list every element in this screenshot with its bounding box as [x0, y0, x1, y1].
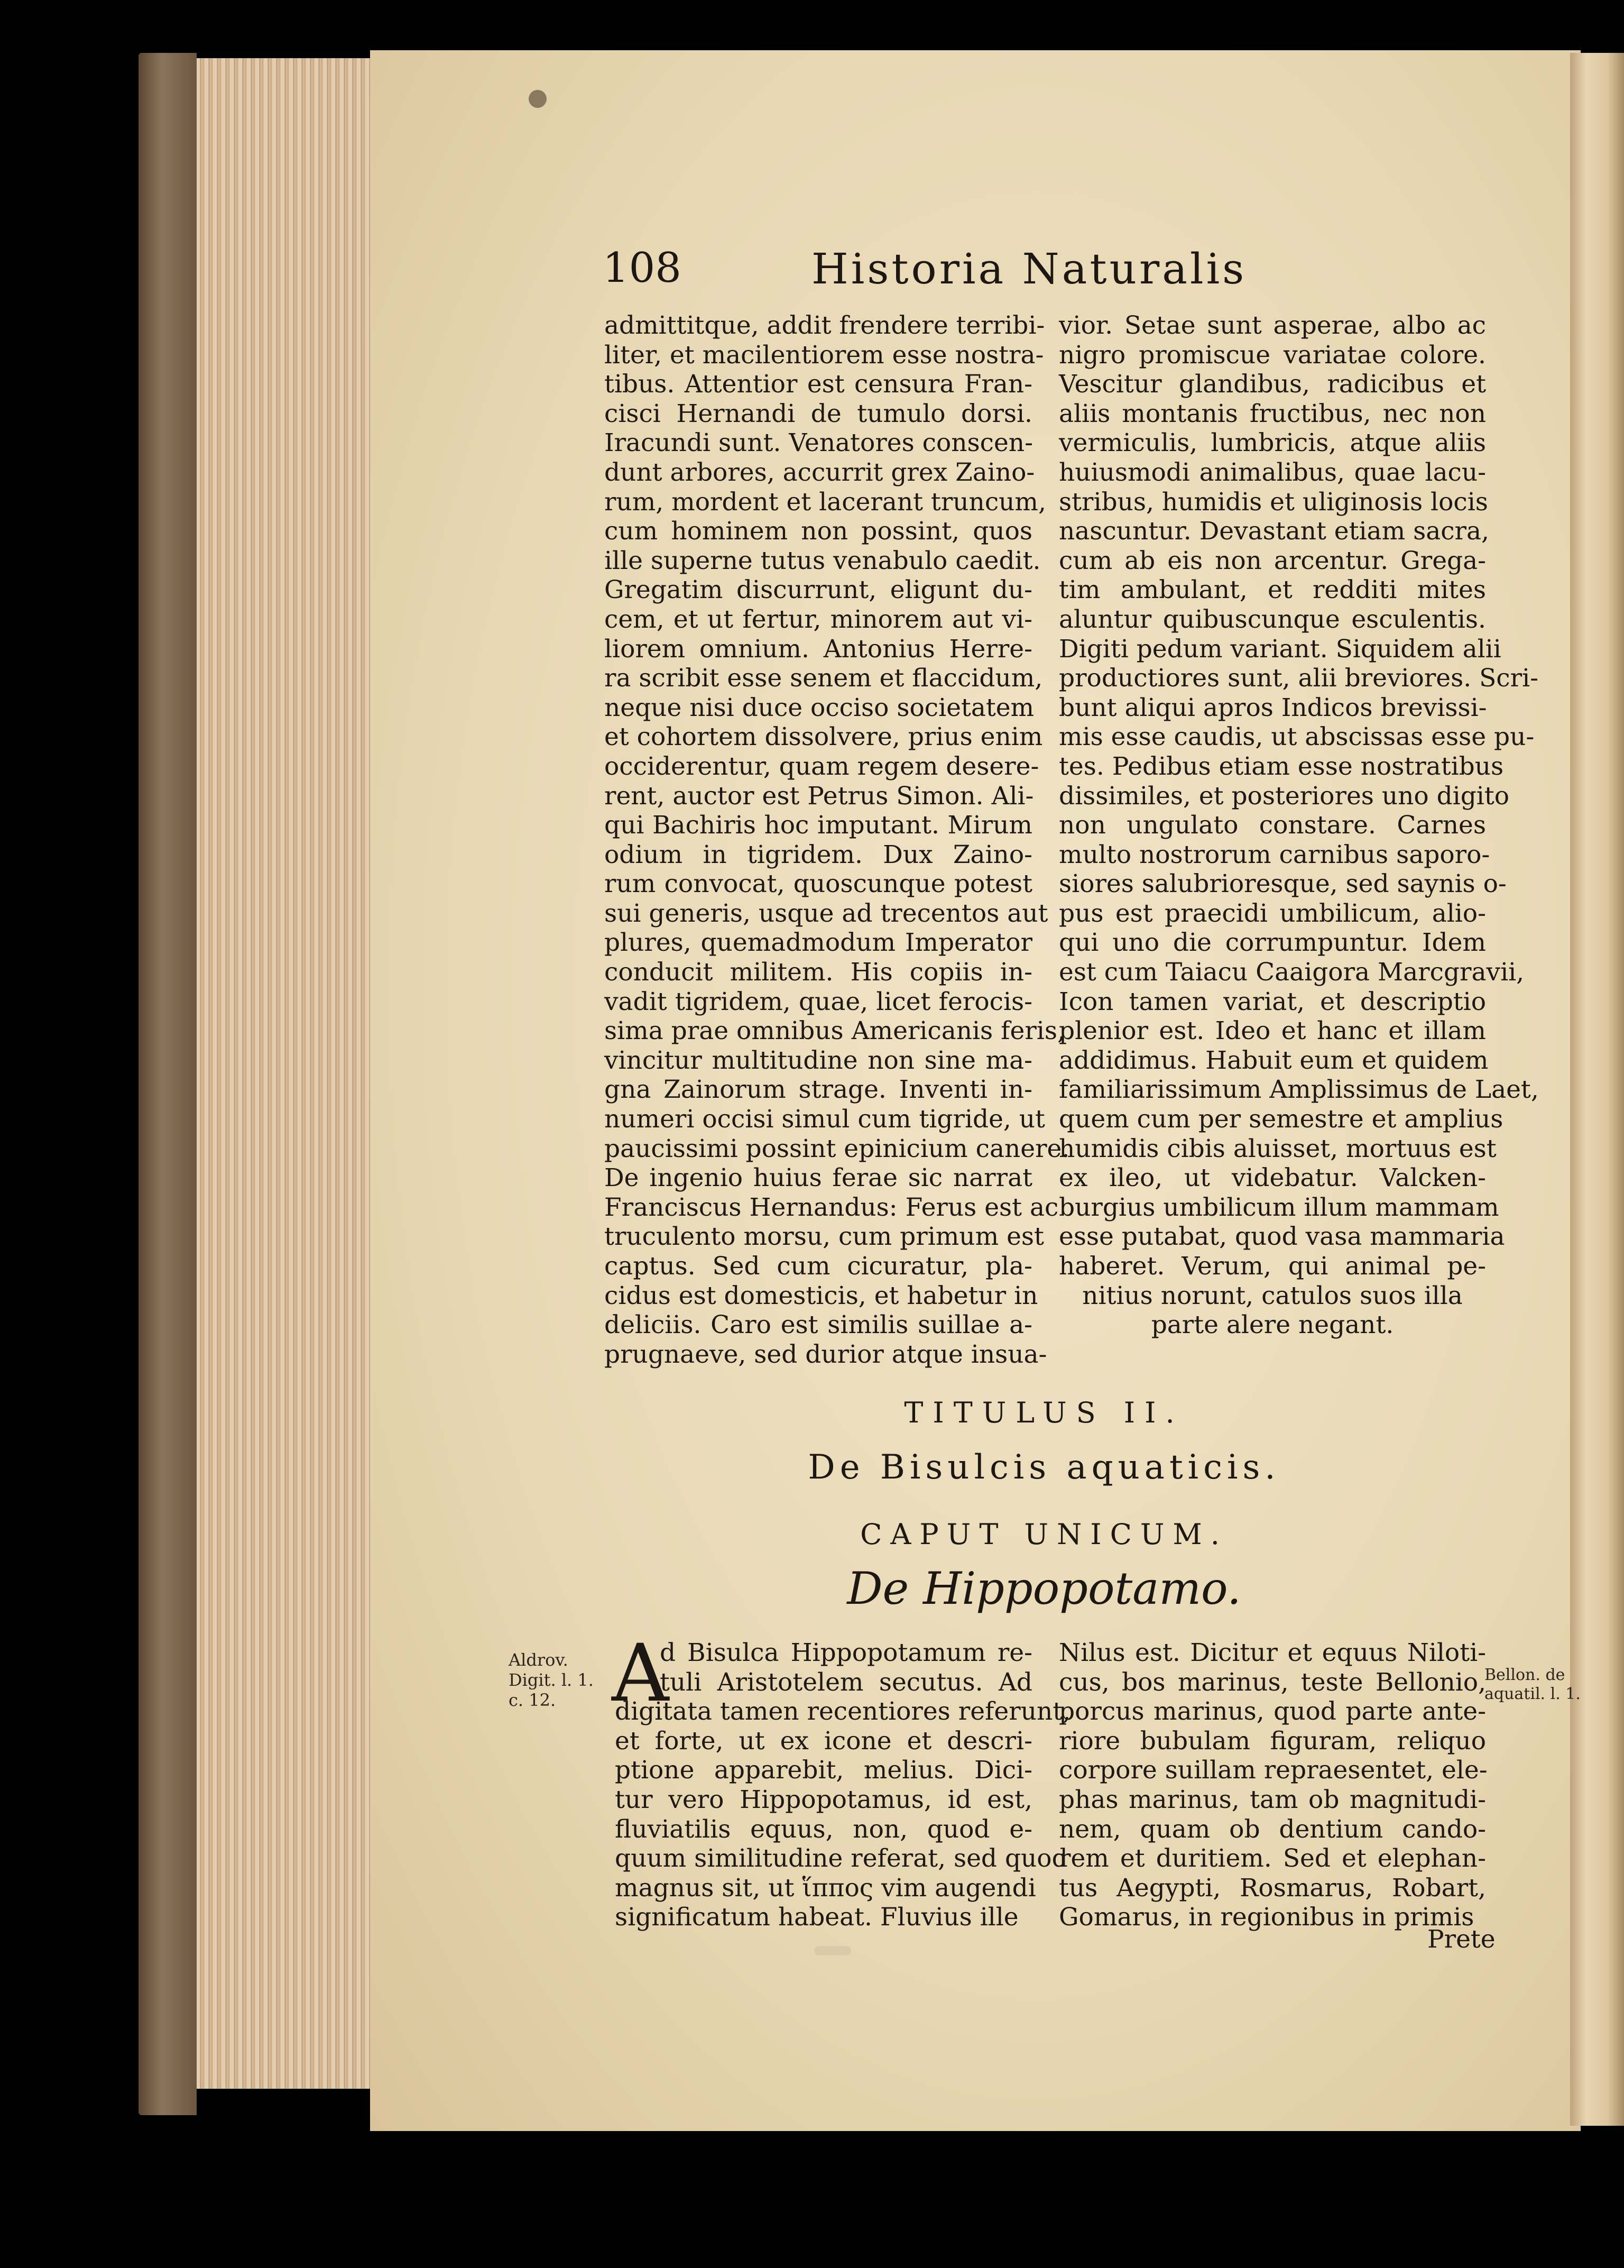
text-line: paucissimi possint epinicium canere.: [604, 1134, 1070, 1163]
text-line: esse putabat, quod vasa mammaria: [1059, 1222, 1505, 1252]
chapter-right-column: [1059, 1638, 1486, 1932]
text-line: gna Zainorum strage. Inventi in-: [604, 1075, 1032, 1105]
text-line: bunt aliqui apros Indicos brevissi-: [1059, 693, 1487, 722]
margin-note-line: c. 12.: [509, 1690, 556, 1710]
text-line: rum, mordent et lacerant truncum,: [604, 487, 1046, 517]
text-line: et forte, ut ex icone et descri-: [615, 1726, 1032, 1756]
text-line: De ingenio huius ferae sic narrat: [604, 1163, 1032, 1193]
text-line: stribus, humidis et uliginosis locis: [1059, 487, 1488, 517]
text-line: tim ambulant, et redditi mites: [1059, 575, 1486, 605]
text-line: productiores sunt, alii breviores. Scri-: [1059, 664, 1538, 693]
text-line: parte alere negant.: [1151, 1310, 1394, 1340]
text-line: aliis montanis fructibus, nec non: [1059, 399, 1486, 428]
text-line: et cohortem dissolvere, prius enim: [604, 722, 1043, 752]
text-line: vincitur multitudine non sine ma-: [604, 1045, 1032, 1075]
text-line: nigro promiscue variatae colore.: [1059, 340, 1486, 370]
margin-note-line: Bellon. de: [1484, 1666, 1565, 1684]
text-line: tuli Aristotelem secutus. Ad: [660, 1667, 1032, 1697]
text-line: nascuntur. Devastant etiam sacra,: [1059, 517, 1489, 546]
text-line: odium in tigridem. Dux Zaino-: [604, 840, 1032, 869]
page-edges: [197, 58, 387, 2089]
text-line: rem et duritiem. Sed et elephan-: [1059, 1844, 1486, 1874]
text-line: cus, bos marinus, teste Bellonio,: [1059, 1667, 1486, 1697]
text-line: tus Aegypti, Rosmarus, Robart,: [1059, 1873, 1486, 1903]
text-line: digitata tamen recentiores referunt,: [615, 1697, 1071, 1727]
chapter-heading: De Hippopotamo.: [847, 1563, 1241, 1614]
text-line: sima prae omnibus Americanis feris,: [604, 1016, 1065, 1046]
text-line: magnus sit, ut ἵππος vim augendi: [615, 1873, 1036, 1903]
margin-note-right: [1484, 1666, 1581, 1704]
text-line: cum hominem non possint, quos: [604, 517, 1032, 546]
text-line: cem, et ut fertur, minorem aut vi-: [604, 604, 1032, 634]
text-line: huiusmodi animalibus, quae lacu-: [1059, 457, 1486, 487]
margin-note-left: [509, 1650, 594, 1710]
paper-fleck: [529, 90, 547, 108]
text-line: Franciscus Hernandus: Ferus est ac: [604, 1192, 1059, 1222]
text-line: rum convocat, quoscunque potest: [604, 869, 1032, 899]
text-line: Vescitur glandibus, radicibus et: [1059, 370, 1486, 399]
text-line: quem cum per semestre et amplius: [1059, 1105, 1503, 1134]
page-number: 108: [603, 244, 681, 292]
text-line: vadit tigridem, quae, licet ferocis-: [604, 987, 1032, 1016]
caput-heading: CAPUT UNICUM.: [860, 1518, 1228, 1551]
text-line: plures, quemadmodum Imperator: [604, 928, 1032, 958]
text-line: qui uno die corrumpuntur. Idem: [1059, 928, 1486, 958]
text-line: liter, et macilentiorem esse nostra-: [604, 340, 1044, 370]
text-line: dunt arbores, accurrit grex Zaino-: [604, 457, 1035, 487]
text-line: ra scribit esse senem et flaccidum,: [604, 664, 1043, 693]
text-line: cisci Hernandi de tumulo dorsi.: [604, 399, 1032, 428]
text-line: d Bisulca Hippopotamum re-: [660, 1638, 1032, 1667]
text-line: cidus est domesticis, et habetur in: [604, 1281, 1038, 1310]
text-line: tibus. Attentior est censura Fran-: [604, 370, 1032, 399]
signature-mark-faint: [814, 1946, 851, 1955]
left-text-column: [604, 311, 1070, 1369]
text-line: prugnaeve, sed durior atque insua-: [604, 1339, 1047, 1369]
text-line: significatum habeat. Fluvius ille: [615, 1903, 1019, 1932]
text-line: ex ileo, ut videbatur. Valcken-: [1059, 1163, 1486, 1193]
text-line: pus est praecidi umbilicum, alio-: [1059, 898, 1486, 928]
text-line: occiderentur, quam regem desere-: [604, 751, 1039, 781]
text-line: nitius norunt, catulos suos illa: [1082, 1281, 1463, 1310]
margin-note-line: Digit. l. 1.: [509, 1670, 594, 1690]
text-line: deliciis. Caro est similis suillae a-: [604, 1310, 1032, 1340]
text-line: dissimiles, et posteriores uno digito: [1059, 781, 1510, 811]
text-line: conducit militem. His copiis in-: [604, 958, 1032, 987]
text-line: admittitque, addit frendere terribi-: [604, 311, 1045, 340]
text-line: phas marinus, tam ob magnitudi-: [1059, 1785, 1486, 1814]
text-line: truculento morsu, cum primum est: [604, 1222, 1044, 1252]
text-line: humidis cibis aluisset, mortuus est: [1059, 1134, 1497, 1163]
text-line: est cum Taiacu Caaigora Marcgravii,: [1059, 958, 1525, 987]
text-line: riore bubulam figuram, reliquo: [1059, 1726, 1486, 1756]
running-head: [603, 244, 1306, 302]
text-line: numeri occisi simul cum tigride, ut: [604, 1105, 1045, 1134]
text-line: Iracundi sunt. Venatores conscen-: [604, 428, 1033, 458]
text-line: Gregatim discurrunt, eligunt du-: [604, 575, 1032, 605]
catchword: Prete: [1427, 1925, 1496, 1954]
running-title: Historia Naturalis: [811, 244, 1247, 293]
text-line: Digiti pedum variant. Siquidem alii: [1059, 634, 1501, 664]
text-line: haberet. Verum, qui animal pe-: [1059, 1252, 1486, 1281]
text-line: neque nisi duce occiso societatem: [604, 693, 1035, 722]
text-line: vior. Setae sunt asperae, albo ac: [1059, 311, 1486, 340]
text-line: plenior est. Ideo et hanc et illam: [1059, 1016, 1486, 1046]
text-line: addidimus. Habuit eum et quidem: [1059, 1045, 1489, 1075]
text-line: Icon tamen variat, et descriptio: [1059, 987, 1486, 1016]
margin-note-line: Aldrov.: [509, 1650, 568, 1670]
text-line: quum similitudine referat, sed quod: [615, 1844, 1068, 1874]
margin-note-line: aquatil. l. 1.: [1484, 1685, 1581, 1703]
chapter-left-column: [615, 1638, 1071, 1932]
titulus-heading: TITULUS II.: [904, 1396, 1184, 1429]
book-cover-edge: [139, 53, 197, 2115]
text-line: mis esse caudis, ut abscissas esse pu-: [1059, 722, 1535, 752]
text-line: porcus marinus, quod parte ante-: [1059, 1697, 1486, 1727]
drop-cap: A: [612, 1628, 669, 1720]
text-line: liorem omnium. Antonius Herre-: [604, 634, 1032, 664]
text-line: vermiculis, lumbricis, atque aliis: [1059, 428, 1486, 458]
text-line: ptione apparebit, melius. Dici-: [615, 1756, 1032, 1785]
text-line: cum ab eis non arcentur. Grega-: [1059, 546, 1486, 575]
text-line: Gomarus, in regionibus in primis: [1059, 1903, 1474, 1932]
text-line: ille superne tutus venabulo caedit.: [604, 546, 1041, 575]
text-line: tes. Pedibus etiam esse nostratibus: [1059, 751, 1504, 781]
text-line: non ungulato constare. Carnes: [1059, 811, 1486, 840]
right-text-column: [1059, 311, 1539, 1340]
text-line: siores salubrioresque, sed saynis o-: [1059, 869, 1507, 899]
text-line: fluviatilis equus, non, quod e-: [615, 1814, 1032, 1844]
text-line: nem, quam ob dentium cando-: [1059, 1814, 1486, 1844]
text-line: rent, auctor est Petrus Simon. Ali-: [604, 781, 1034, 811]
text-line: burgius umbilicum illum mammam: [1059, 1192, 1499, 1222]
text-line: sui generis, usque ad trecentos aut: [604, 898, 1048, 928]
text-line: aluntur quibuscunque esculentis.: [1059, 604, 1486, 634]
text-line: Nilus est. Dicitur et equus Niloti-: [1059, 1638, 1486, 1667]
text-line: qui Bachiris hoc imputant. Mirum: [604, 811, 1032, 840]
section-heading: De Bisulcis aquaticis.: [808, 1448, 1280, 1487]
text-line: familiarissimum Amplissimus de Laet,: [1059, 1075, 1539, 1105]
text-line: multo nostrorum carnibus saporo-: [1059, 840, 1490, 869]
facing-page-gutter: [1570, 53, 1624, 2126]
text-line: corpore suillam repraesentet, ele-: [1059, 1756, 1488, 1785]
text-line: tur vero Hippopotamus, id est,: [615, 1785, 1032, 1814]
text-line: captus. Sed cum cicuratur, pla-: [604, 1252, 1032, 1281]
